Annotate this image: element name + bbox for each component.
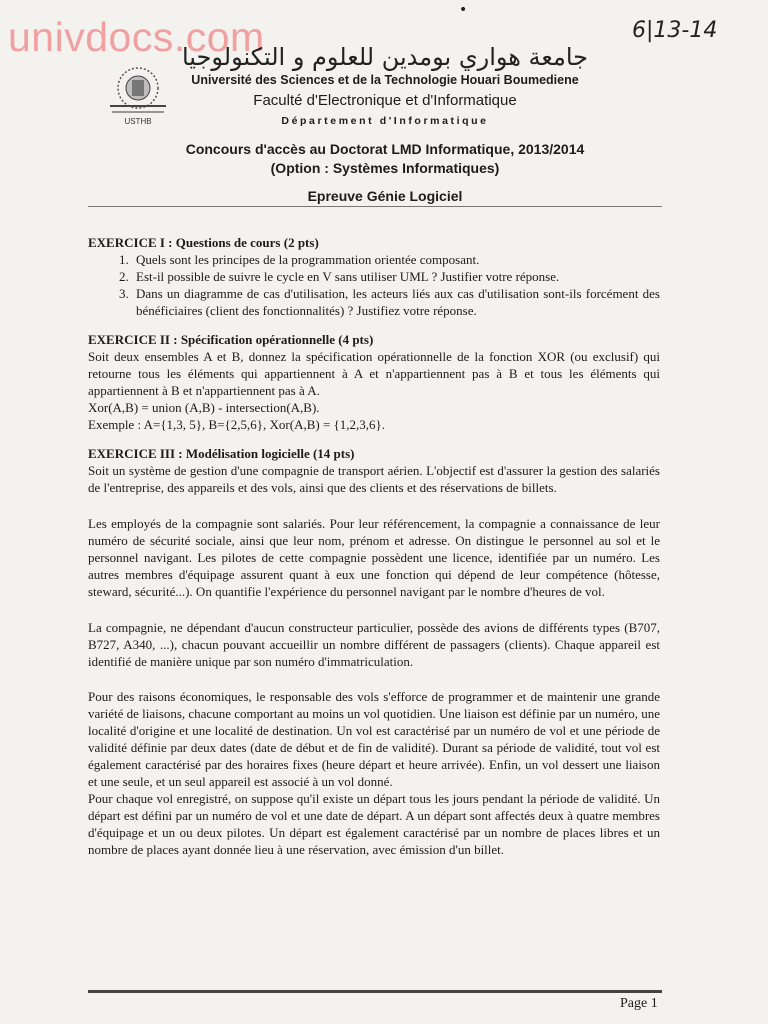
- exam-body: [88, 234, 660, 858]
- logo-caption: USTHB: [124, 117, 152, 126]
- exam-title: [100, 140, 670, 206]
- watermark: univdocs.com: [8, 14, 265, 60]
- page-number: Page 1: [620, 996, 658, 1011]
- exercise-1-questions: [88, 251, 660, 319]
- department-name: Département d'Informatique: [281, 115, 489, 127]
- exercise-1-title: EXERCICE I : Questions de cours (2 pts): [88, 235, 319, 250]
- exercise-3-paragraph: Pour chaque vol enregistré, on suppose qu'il existe un départ tous les jours pendant la période de validité. Un départ est défini par un numéro de vol et une date de départ. A un départ sont affectés deux à quatre membres d'équipage et un ou deux pilotes. Un départ est également caractérisé par un nombre de places libres et un nombre de places ayant donnée lieu à une réservation, avec émission d'un billet.: [88, 791, 660, 857]
- university-logo-icon: [104, 62, 172, 128]
- exercise-3-paragraph: La compagnie, ne dépendant d'aucun constructeur particulier, possède des avions de différents types (B707, B727, A340, ...), chacun pouvant accueillir un nombre différent de passagers (clients). Chaque appareil est identifié de manière unique par son numéro d'immatriculation.: [88, 620, 660, 669]
- exercise-2-title: EXERCICE II : Spécification opérationnelle (4 pts): [88, 332, 374, 347]
- institution-header: [170, 42, 600, 129]
- exam-title-line2: (Option : Systèmes Informatiques): [270, 160, 500, 176]
- faculty-name: Faculté d'Electronique et d'Informatique: [253, 92, 517, 109]
- header-divider: [88, 206, 662, 207]
- exercise-2-statement: Soit deux ensembles A et B, donnez la spécification opérationnelle de la fonction XOR (ou exclusif) qui retourne tous les éléments qui appartiennent à A et n'appartiennent pas à B et tous les éléments qui appartiennent à B et n'appartiennent pas à A.: [88, 349, 660, 398]
- exercise-2-example: Exemple : A={1,3, 5}, B={2,5,6}, Xor(A,B) = {1,2,3,6}.: [88, 417, 386, 432]
- university-name: Université des Sciences et de la Technologie Houari Boumediene: [191, 73, 579, 87]
- exercise-3-paragraph: Soit un système de gestion d'une compagnie de transport aérien. L'objectif est d'assurer la gestion des salariés de l'entreprise, des appareils et des vols, ainsi que des clients et des réservations de billets.: [88, 463, 660, 495]
- question-item: 2. Est-il possible de suivre le cycle en V sans utiliser UML ? Justifier votre réponse.: [132, 268, 660, 285]
- exercise-3-paragraph: Pour des raisons économiques, le responsable des vols s'efforce de programmer et de maintenir une grande variété de liaisons, chacune comportant au moins un vol quotidien. Une liaison est définie par un numéro, une localité d'origine et une localité de destination. Un vol est caractérisé par un numéro de vol et une période de validité définie par deux dates (date de début et de fin de validité). Durant sa période de validité, tout vol est également caractérisé par des horaires fixes (heure départ et heure arrivée). Enfin, un vol dessert une liaison et une seule, et un seul appareil est associé à un vol donné.: [88, 689, 660, 789]
- handwritten-note: 6|13-14: [632, 18, 718, 43]
- exercise-3-paragraph: Les employés de la compagnie sont salariés. Pour leur référencement, la compagnie a connaissance de leur numéro de sécurité sociale, ainsi que leur nom, prénom et adresse. On distingue le personnel au sol et le personnel navigant. Les pilotes de cette compagnie possèdent une licence, identifiée par un numéro. Les autres membres d'équipage assurent quant à eux une fonction qui dépend de leur compétence (hôtesse, steward, sécurité...). On quantifie l'expérience du personnel navigant par le nombre d'heures de vol.: [88, 516, 660, 599]
- exercise-2-formula: Xor(A,B) = union (A,B) - intersection(A,B).: [88, 400, 320, 415]
- footer-divider: [88, 990, 662, 993]
- question-item: 3. Dans un diagramme de cas d'utilisation, les acteurs liés aux cas d'utilisation sont-ils forcément des bénéficiaires (client des fonctionnalités) ? Justifiez votre réponse.: [132, 285, 660, 319]
- exam-subject: Epreuve Génie Logiciel: [307, 188, 463, 204]
- exam-title-line1: Concours d'accès au Doctorat LMD Informatique, 2013/2014: [185, 141, 585, 157]
- scan-mark: •: [459, 2, 468, 18]
- exercise-3-title: EXERCICE III : Modélisation logicielle (14 pts): [88, 446, 355, 461]
- arabic-university-name: جامعة هواري بومدين للعلوم و التكنولوجيا: [181, 43, 589, 71]
- question-item: 1. Quels sont les principes de la programmation orientée composant.: [132, 251, 660, 268]
